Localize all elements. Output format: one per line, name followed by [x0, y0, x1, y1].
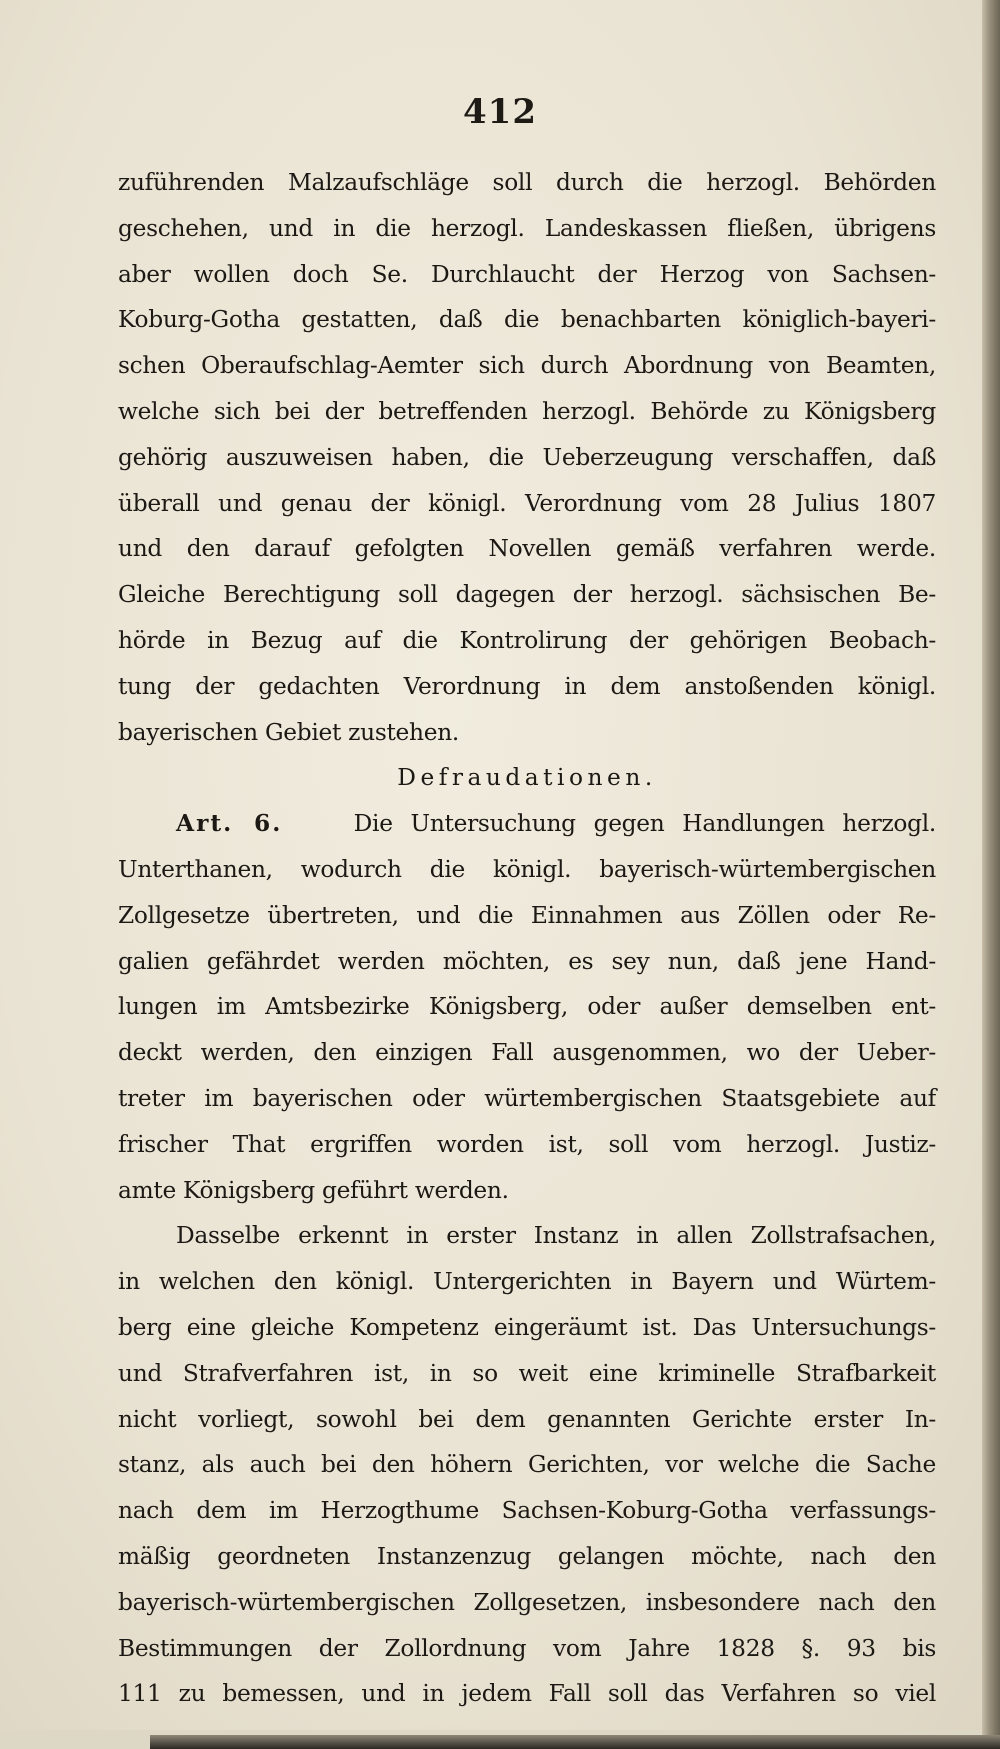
text-line: frischer That ergriffen worden ist, soll vom herzogl. Justiz- [118, 1130, 936, 1158]
article-label: Art. 6. [176, 810, 283, 838]
text-line: Unterthanen, wodurch die königl. bayerisch-würtembergischen [118, 855, 936, 883]
text-line: bayerisch-würtembergischen Zollgesetzen, insbesondere nach den [118, 1588, 936, 1616]
text-line: in welchen den königl. Untergerichten in Bayern und Würtem- [118, 1268, 936, 1296]
text-line: schen Oberaufschlag-Aemter sich durch Abordnung von Beamten, [118, 352, 936, 380]
text-line: amte Königsberg geführt werden. [118, 1176, 509, 1204]
text-line: geschehen, und in die herzogl. Landeskassen fließen, übrigens [118, 214, 936, 242]
text-line: tung der gedachten Verordnung in dem anstoßenden königl. [118, 672, 936, 700]
text-line: zuführenden Malzaufschläge soll durch die herzogl. Behörden [118, 169, 936, 196]
text-line: deckt werden, den einzigen Fall ausgenommen, wo der Ueber- [118, 1039, 936, 1067]
text-line: stanz, als auch bei den höhern Gerichten, vor welche die Sache [118, 1451, 936, 1479]
text-line: hörde in Bezug auf die Kontrolirung der gehörigen Beobach- [118, 626, 936, 654]
text-line: nicht vorliegt, sowohl bei dem genannten Gerichte erster In- [118, 1405, 936, 1433]
text-line: mäßig geordneten Instanzenzug gelangen möchte, nach den [118, 1542, 936, 1570]
text-line: gehörig auszuweisen haben, die Ueberzeugung verschaffen, daß [118, 443, 936, 471]
text-line: Dasselbe erkennt in erster Instanz in allen Zollstrafsachen, [176, 1222, 936, 1250]
text-line: und den darauf gefolgten Novellen gemäß verfahren werde. [118, 535, 936, 563]
text-line: überall und genau der königl. Verordnung vom 28 Julius 1807 [118, 489, 936, 517]
page-number: 412 [463, 92, 537, 132]
text-line: Zollgesetze übertreten, und die Einnahmen aus Zöllen oder Re- [118, 901, 936, 929]
body-text [118, 160, 936, 1717]
text-line: Koburg-Gotha gestatten, daß die benachbarten königlich-bayeri- [118, 306, 936, 334]
text-line: bayerischen Gebiet zustehen. [118, 718, 460, 746]
text-line: und Strafverfahren ist, in so weit eine kriminelle Strafbarkeit [118, 1359, 936, 1387]
article-first-line [118, 801, 936, 847]
page-edge [982, 0, 1000, 1749]
article-text: Die Untersuchung gegen Handlungen herzogl. [353, 810, 937, 838]
text-line: 111 zu bemessen, und in jedem Fall soll das Verfahren so viel [118, 1680, 936, 1708]
text-line: galien gefährdet werden möchten, es sey nun, daß jene Hand- [118, 947, 936, 975]
text-line: Gleiche Berechtigung soll dagegen der herzogl. sächsischen Be- [118, 581, 936, 609]
text-line: aber wollen doch Se. Durchlaucht der Herzog von Sachsen- [118, 260, 936, 288]
text-line: welche sich bei der betreffenden herzogl. Behörde zu Königsberg [118, 397, 936, 425]
text-line: nach dem im Herzogthume Sachsen-Koburg-Gotha verfassungs- [118, 1497, 936, 1525]
page-bottom-shadow [150, 1735, 1000, 1749]
section-heading: Defraudationen. [397, 764, 657, 792]
text-line: berg eine gleiche Kompetenz eingeräumt ist. Das Untersuchungs- [118, 1313, 936, 1341]
text-line: lungen im Amtsbezirke Königsberg, oder außer demselben ent- [118, 993, 936, 1021]
text-line: Bestimmungen der Zollordnung vom Jahre 1828 §. 93 bis [118, 1634, 936, 1662]
text-line: treter im bayerischen oder würtembergischen Staatsgebiete auf [118, 1084, 936, 1112]
